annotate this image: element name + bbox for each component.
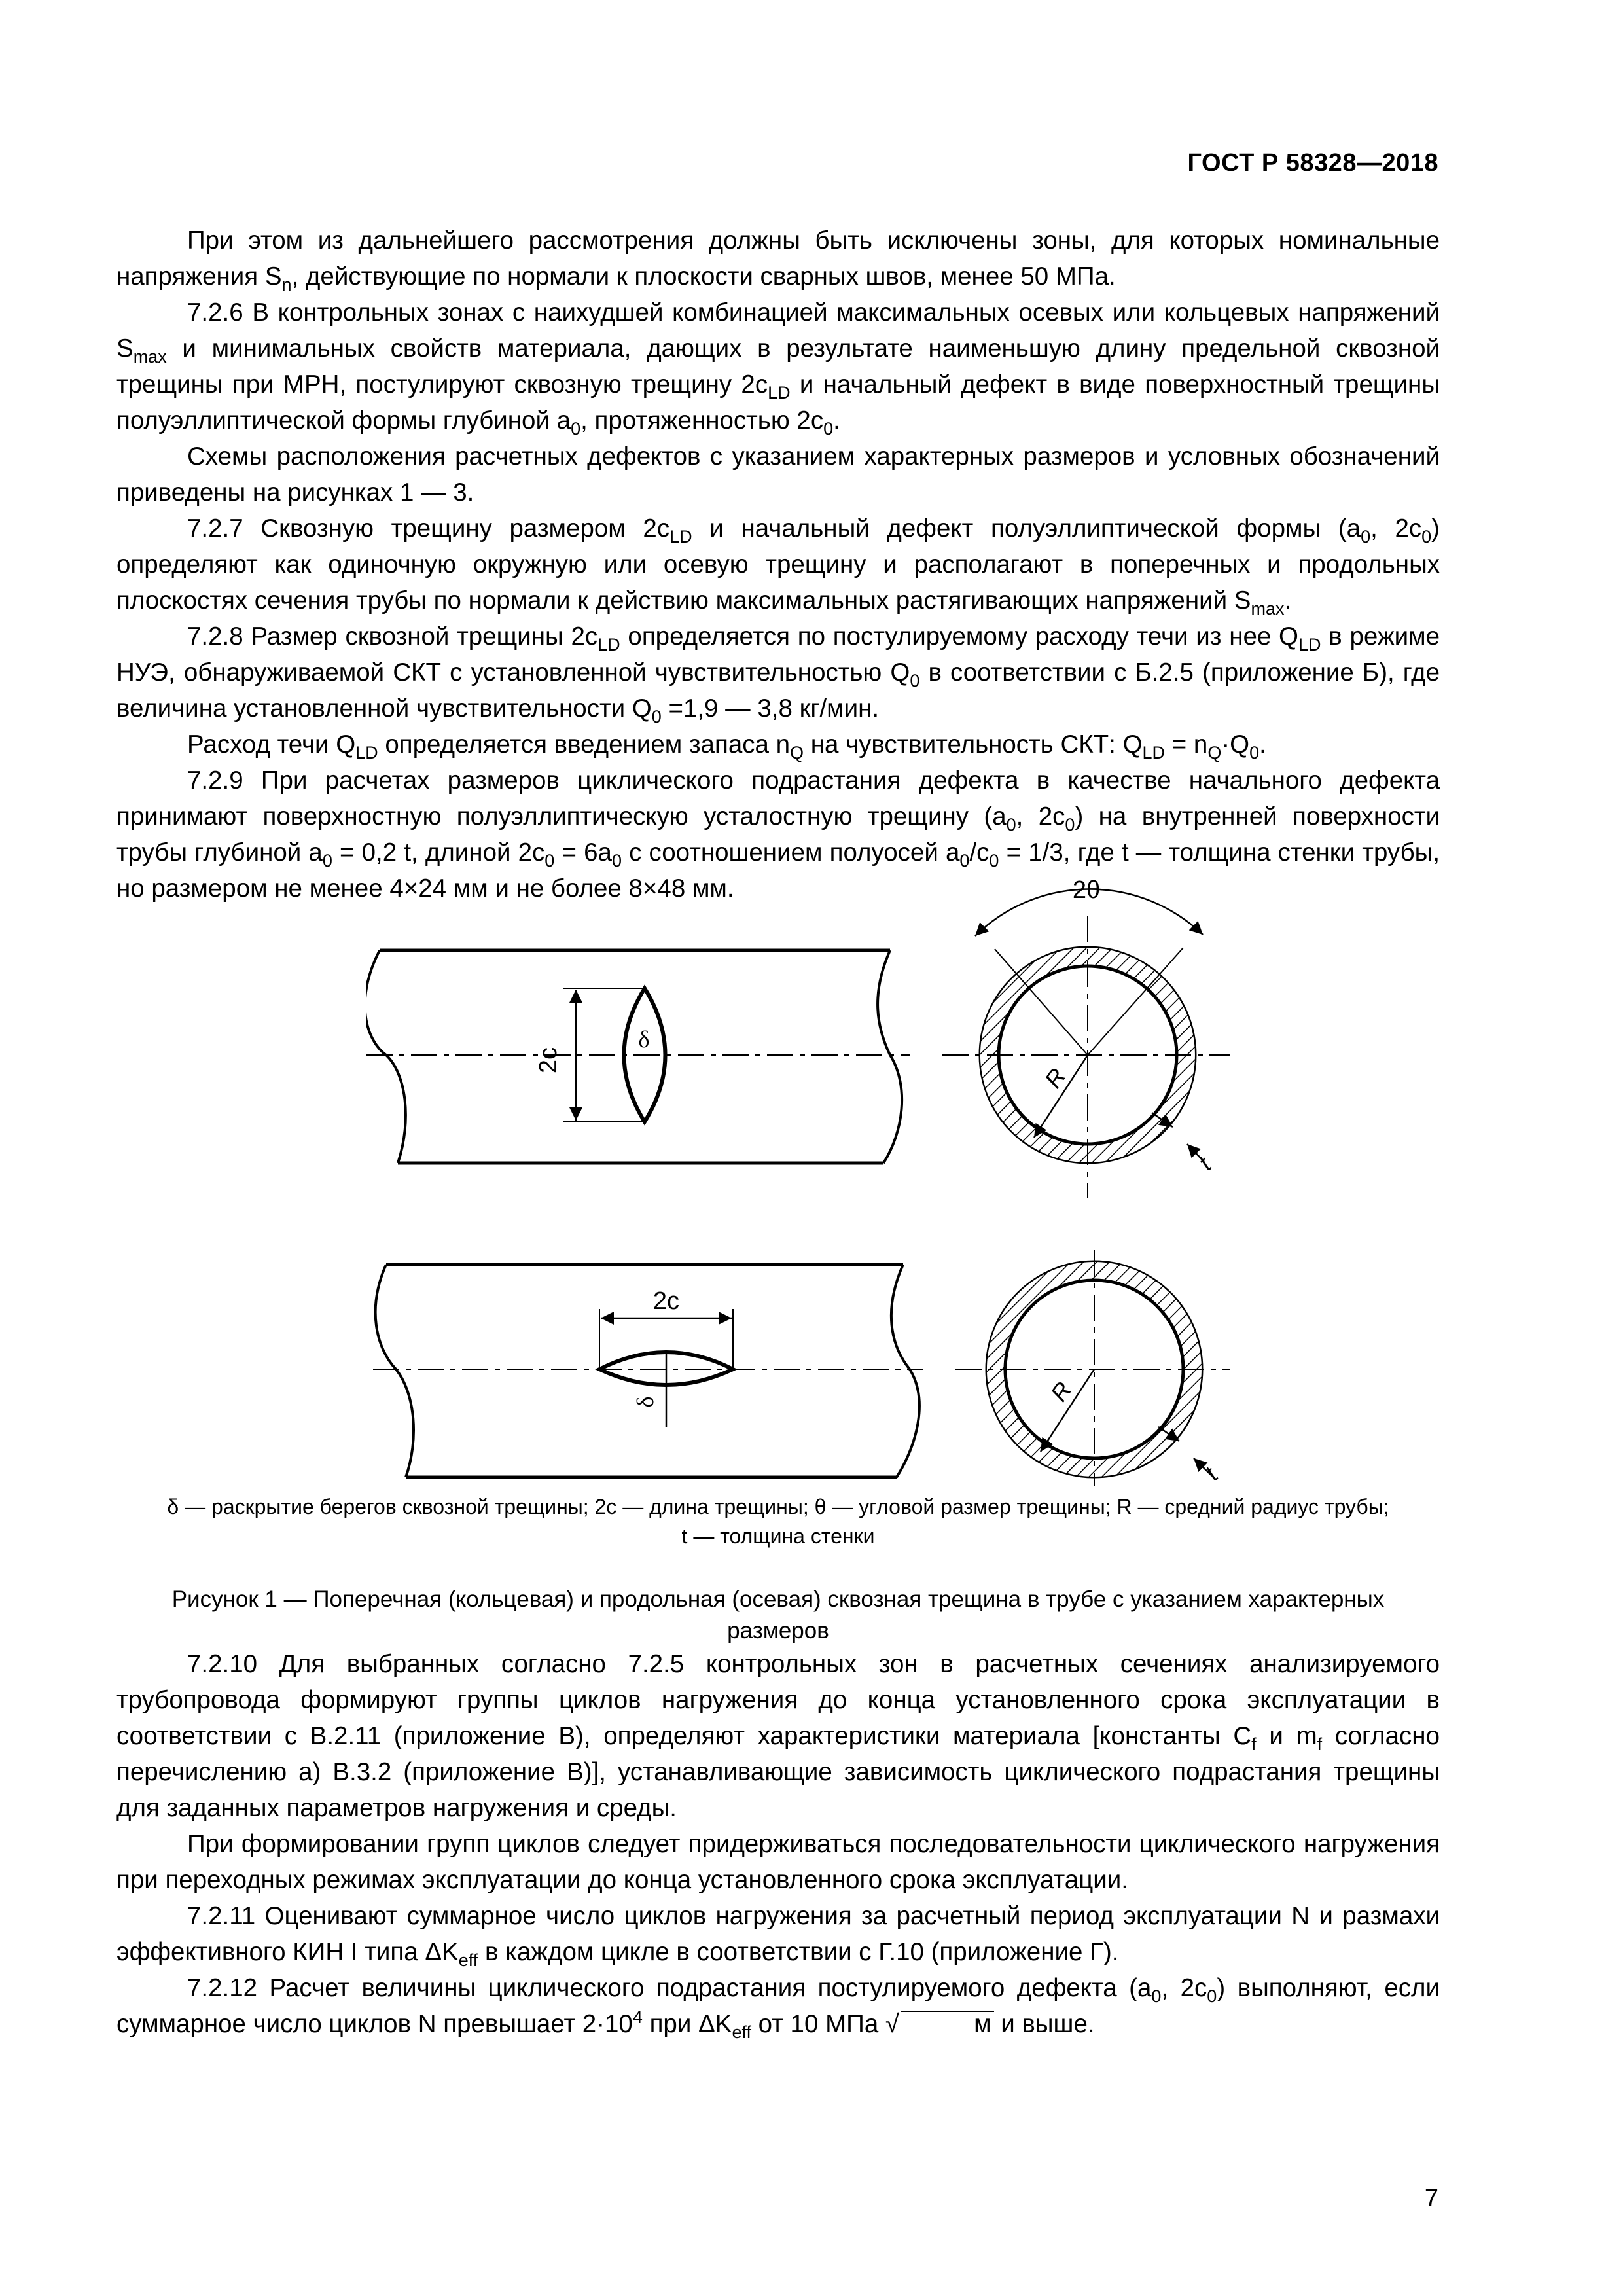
- figure-legend: [116, 1492, 1440, 1551]
- body-text-top: [116, 223, 1440, 906]
- label-t-bottom: t: [1199, 1462, 1223, 1486]
- paragraph: При этом из дальнейшего рассмотрения должны быть исключены зоны, для которых номинальные напряжения $S_n$, действующие по нормали к плоскости сварных швов, менее 50 МПа.: [116, 226, 1440, 295]
- caption-line-2: размеров: [727, 1618, 829, 1643]
- page-number: 7: [1424, 2185, 1438, 2212]
- pipe-side-view-top: [366, 950, 910, 1163]
- caption-line-1: Рисунок 1 — Поперечная (кольцевая) и продольная (осевая) сквозная трещина в трубе с указанием характерных: [171, 1587, 1385, 1612]
- label-delta-bottom: δ: [632, 1396, 658, 1408]
- paragraph: Схемы расположения расчетных дефектов с указанием характерных размеров и условных обозначений приведены на рисунках 1 — 3.: [116, 442, 1440, 507]
- label-delta-top: δ: [638, 1026, 650, 1052]
- paragraph-7-2-6: 7.2.6 В контрольных зонах с наихудшей комбинацией максимальных осевых или кольцевых напряжений $S_{max}$ и минимальных свойств материала, дающих в результате наименьшую длину предельной сквозной трещины при МРН, постулируют сквозную трещину $2c_{LD}$ и начальный дефект в виде поверхностный трещины полуэллиптической формы глубиной $a_0$, протяженностью $2c_0$.: [116, 298, 1440, 439]
- paragraph-7-2-7: 7.2.7 Сквозную трещину размером $2c_{LD}$ и начальный дефект полуэллиптической формы ($a_0$, $2c_0$) определяют как одиночную окружную или осевую трещину и располагают в поперечных и продольных плоскостях сечения трубы по нормали к действию максимальных растягивающих напряжений $S_{max}$.: [116, 514, 1440, 619]
- pipe-side-view-bottom: [373, 1265, 923, 1477]
- document-code: ГОСТ Р 58328—2018: [1187, 149, 1438, 177]
- figure-1: [366, 864, 1283, 1489]
- pipe-crack-diagram: [366, 864, 1283, 1486]
- label-t-top: t: [1192, 1151, 1217, 1175]
- figure-caption: [116, 1584, 1440, 1647]
- pipe-cross-section-bottom: [955, 1250, 1230, 1486]
- legend-line-1: δ — раскрытие берегов сквозной трещины; 2c — длина трещины; θ — угловой размер трещины; R — средний радиус трубы;: [167, 1495, 1389, 1518]
- paragraph-7-2-10: 7.2.10 Для выбранных согласно 7.2.5 контрольных зон в расчетных сечениях анализируемого трубопровода формируют группы циклов нагружения до конца установленного срока эксплуатации в соответствии с В.2.11 (приложение В), определяют характеристики материала [константы $C_f$ и $m_f$ согласно перечислению а) В.3.2 (приложение В)], устанавливающие зависимость циклического подрастания трещины для заданных параметров нагружения и среды.: [116, 1650, 1440, 1822]
- label-2c-horizontal: 2c: [652, 1287, 680, 1315]
- label-R-top: R: [1039, 1063, 1071, 1093]
- legend-line-2: t — толщина стенки: [681, 1524, 875, 1548]
- pipe-cross-section-top: [942, 889, 1230, 1198]
- paragraph-7-2-11: 7.2.11 Оценивают суммарное число циклов нагружения за расчетный период эксплуатации N и размахи эффективного КИН I типа $\Delta K_{eff}$ в каждом цикле в соответствии с Г.10 (приложение Г).: [116, 1902, 1440, 1970]
- paragraph-7-2-12: 7.2.12 Расчет величины циклического подрастания постулируемого дефекта ($a_0$, $2c_0$) выполняют, если суммарное число циклов N превышает $2\cdot 10^4$ при $\Delta K_{eff}$ от 10 МПа √ м и выше.: [116, 1974, 1440, 2042]
- label-2theta: 2θ: [1072, 876, 1101, 904]
- paragraph-7-2-9: 7.2.9 При расчетах размеров циклического подрастания дефекта в качестве начального дефекта принимают поверхностную полуэллиптическую усталостную трещину ($a_0$, $2c_0$) на внутренней поверхности трубы глубиной $a_0 = 0,2$ t, длиной $2c_0 = 6a_0$ с соотношением полуосей $a_0/c_0 = 1/3$, где t — толщина стенки трубы, но размером не менее 4×24 мм и не более 8×48 мм.: [116, 766, 1440, 903]
- label-R-bottom: R: [1044, 1376, 1077, 1407]
- label-2c-vertical: 2c: [535, 1047, 562, 1074]
- paragraph-7-2-8: 7.2.8 Размер сквозной трещины $2c_{LD}$ определяется по постулируемому расходу течи из нее $Q_{LD}$ в режиме НУЭ, обнаруживаемой СКТ с установленной чувствительностью $Q_0$ в соответствии с Б.2.5 (приложение Б), где величина установленной чувствительности $Q_0 =1,9$ — 3,8 кг/мин.: [116, 622, 1440, 726]
- paragraph: Расход течи $Q_{LD}$ определяется введением запаса $n_Q$ на чувствительность СКТ: $Q_{LD} = n_Q\cdot Q_0$.: [187, 730, 1266, 762]
- paragraph: При формировании групп циклов следует придерживаться последовательности циклического нагружения при переходных режимах эксплуатации до конца установленного срока эксплуатации.: [116, 1830, 1440, 1894]
- body-text-bottom: [116, 1646, 1440, 2042]
